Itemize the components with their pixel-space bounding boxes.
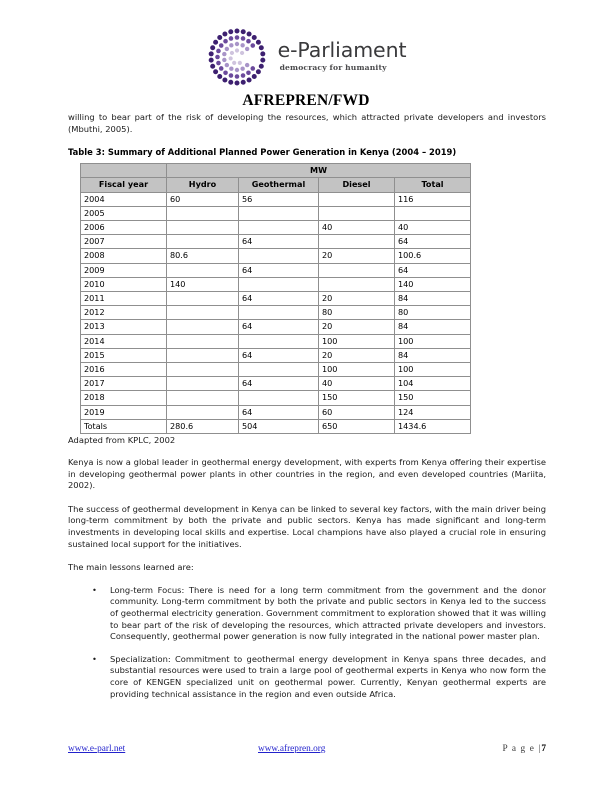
table-col-header-0: Fiscal year	[81, 178, 167, 192]
table-cell-3: 20	[319, 249, 395, 263]
intro-paragraph: willing to bear part of the risk of developing the resources, which attracted private developers and investors (Mbuthi, 2005).	[68, 112, 546, 134]
bullet-dot-icon: •	[92, 653, 97, 664]
e-parliament-dot-circle-icon	[206, 26, 268, 88]
table-col-header-2: Geothermal	[239, 178, 319, 192]
table-row	[81, 221, 471, 235]
table-cell-0: 2017	[81, 377, 167, 391]
table-cell-4: 100.6	[395, 249, 471, 263]
table-row	[81, 192, 471, 206]
table-cell-2	[239, 277, 319, 291]
page-footer	[68, 743, 546, 754]
table-cell-3: 80	[319, 306, 395, 320]
table-cell-4: 140	[395, 277, 471, 291]
table-cell-4: 64	[395, 263, 471, 277]
table-body	[81, 192, 471, 433]
table-cell-0: 2009	[81, 263, 167, 277]
table-cell-0: 2008	[81, 249, 167, 263]
table-cell-2	[239, 391, 319, 405]
table-cell-0: 2004	[81, 192, 167, 206]
table-row	[81, 249, 471, 263]
table-row	[81, 391, 471, 405]
table-cell-0: 2011	[81, 292, 167, 306]
table-cell-1	[167, 263, 239, 277]
logo-wordmark	[278, 40, 407, 74]
table-cell-2	[239, 249, 319, 263]
table-cell-0: 2012	[81, 306, 167, 320]
table-cell-1	[167, 235, 239, 249]
table-cell-4: 1434.6	[395, 419, 471, 433]
table-cell-2: 64	[239, 292, 319, 306]
table-cell-0: Totals	[81, 419, 167, 433]
table-column-header-row	[81, 178, 471, 192]
table-row	[81, 377, 471, 391]
document-header	[0, 26, 612, 110]
logo-lockup	[0, 26, 612, 88]
table-cell-2: 64	[239, 263, 319, 277]
table-cell-1: 60	[167, 192, 239, 206]
table-row	[81, 263, 471, 277]
table-cell-1: 140	[167, 277, 239, 291]
table-cell-1	[167, 306, 239, 320]
lessons-bullet-list	[68, 585, 546, 700]
table-cell-2	[239, 206, 319, 220]
table-cell-4	[395, 206, 471, 220]
table-cell-1	[167, 334, 239, 348]
table-cell-0: 2019	[81, 405, 167, 419]
table-head	[81, 164, 471, 192]
logo-tagline: democracy for humanity	[279, 62, 387, 72]
table-cell-3	[319, 206, 395, 220]
table-cell-2	[239, 363, 319, 377]
table-cell-3	[319, 263, 395, 277]
table-row	[81, 292, 471, 306]
table-cell-3: 100	[319, 363, 395, 377]
table-cell-0: 2015	[81, 348, 167, 362]
table-cell-3	[319, 235, 395, 249]
table-col-header-4: Total	[395, 178, 471, 192]
table-cell-0: 2014	[81, 334, 167, 348]
footer-left	[68, 743, 258, 754]
table-cell-3: 100	[319, 334, 395, 348]
table-cell-4: 116	[395, 192, 471, 206]
lesson-bullet-text: Long-term Focus: There is need for a long term commitment from the government and the donor community. Long-term commitment by both the private and public sectors in Kenya led to the success of geothermal electricity generation. Government commitment to exploration showed that it was willing to bear part of the risk of developing the resources, which attracted private developers and investors. Consequently, geothermal power generation is now fully integrated in the national power master plan.	[110, 584, 546, 642]
table-cell-2: 504	[239, 419, 319, 433]
document-content	[68, 112, 546, 711]
table-row	[81, 320, 471, 334]
table-cell-1	[167, 405, 239, 419]
table-cell-4: 64	[395, 235, 471, 249]
table-cell-3: 40	[319, 221, 395, 235]
table-cell-1	[167, 377, 239, 391]
page-label: P a g e |	[502, 744, 542, 754]
table-cell-4: 84	[395, 292, 471, 306]
page-number-indicator	[428, 744, 546, 754]
footer-middle	[258, 743, 428, 754]
table-group-header-blank	[81, 164, 167, 178]
table-cell-3: 150	[319, 391, 395, 405]
table-cell-0: 2016	[81, 363, 167, 377]
table-row	[81, 306, 471, 320]
lesson-bullet-item	[68, 654, 546, 700]
table-cell-1	[167, 363, 239, 377]
table-cell-4: 40	[395, 221, 471, 235]
table-cell-4: 80	[395, 306, 471, 320]
footer-link-eparl[interactable]: www.e-parl.net	[68, 744, 126, 754]
table-cell-2	[239, 221, 319, 235]
table-cell-1: 80.6	[167, 249, 239, 263]
power-generation-table	[80, 163, 471, 434]
table-cell-1	[167, 348, 239, 362]
table-cell-0: 2013	[81, 320, 167, 334]
table-row	[81, 419, 471, 433]
lesson-bullet-text: Specialization: Commitment to geothermal energy development in Kenya spans three decades, and substantial resources were used to train a large pool of geothermal experts in Kenya who now form the core of KENGEN specialized unit on geothermal power. Currently, Kenyan geothermal experts are providing technical assistance in the region and even outside Africa.	[110, 653, 546, 699]
page-number: 7	[541, 744, 546, 754]
table-cell-3: 20	[319, 320, 395, 334]
table-cell-4: 84	[395, 348, 471, 362]
table-cell-2	[239, 334, 319, 348]
table-cell-4: 100	[395, 363, 471, 377]
table-cell-4: 150	[395, 391, 471, 405]
table-cell-0: 2018	[81, 391, 167, 405]
table-caption: Table 3: Summary of Additional Planned Power Generation in Kenya (2004 – 2019)	[68, 147, 457, 158]
table-cell-2	[239, 306, 319, 320]
table-cell-1: 280.6	[167, 419, 239, 433]
table-cell-2: 64	[239, 377, 319, 391]
table-cell-1	[167, 206, 239, 220]
table-cell-2: 56	[239, 192, 319, 206]
table-cell-2: 64	[239, 348, 319, 362]
table-row	[81, 405, 471, 419]
table-row	[81, 277, 471, 291]
table-row	[81, 235, 471, 249]
table-cell-2: 64	[239, 235, 319, 249]
table-cell-4: 84	[395, 320, 471, 334]
table-cell-4: 100	[395, 334, 471, 348]
organization-title: AFREPREN/FWD	[242, 92, 370, 109]
table-cell-2: 64	[239, 405, 319, 419]
paragraph-success-factors: The success of geothermal development in Kenya can be linked to several key factors, with the main driver being long-term commitment by both the private and public sectors. Kenya has made significant and long-term investments in developing local skills and expertise. Local champions have also played a crucial role in ensuring sustained local support for the initiatives.	[68, 503, 546, 549]
table-container	[68, 163, 546, 434]
logo-title: e-Parliament	[277, 38, 407, 63]
bullet-dot-icon: •	[92, 584, 97, 595]
table-row	[81, 206, 471, 220]
table-cell-0: 2005	[81, 206, 167, 220]
table-cell-0: 2007	[81, 235, 167, 249]
table-cell-1	[167, 391, 239, 405]
paragraph-lessons-intro: The main lessons learned are:	[68, 562, 194, 573]
table-cell-3: 60	[319, 405, 395, 419]
table-cell-0: 2010	[81, 277, 167, 291]
table-cell-3: 650	[319, 419, 395, 433]
table-cell-1	[167, 292, 239, 306]
table-cell-0: 2006	[81, 221, 167, 235]
lesson-bullet-item	[68, 585, 546, 643]
table-group-header-mw: MW	[167, 164, 471, 178]
footer-link-afrepren[interactable]: www.afrepren.org	[258, 744, 326, 754]
table-cell-1	[167, 221, 239, 235]
table-col-header-3: Diesel	[319, 178, 395, 192]
paragraph-kenya-leader: Kenya is now a global leader in geothermal energy development, with experts from Kenya offering their expertise in developing geothermal power plants in other countries in the region, and even developed countries (Mariita, 2002).	[68, 457, 546, 491]
table-cell-3	[319, 192, 395, 206]
table-group-header-row	[81, 164, 471, 178]
table-row	[81, 348, 471, 362]
table-row	[81, 334, 471, 348]
table-col-header-1: Hydro	[167, 178, 239, 192]
table-cell-3: 20	[319, 348, 395, 362]
table-cell-4: 124	[395, 405, 471, 419]
table-source-note: Adapted from KPLC, 2002	[68, 435, 176, 446]
table-cell-1	[167, 320, 239, 334]
table-cell-4: 104	[395, 377, 471, 391]
table-row	[81, 363, 471, 377]
table-cell-3: 40	[319, 377, 395, 391]
table-cell-2: 64	[239, 320, 319, 334]
table-cell-3: 20	[319, 292, 395, 306]
table-cell-3	[319, 277, 395, 291]
